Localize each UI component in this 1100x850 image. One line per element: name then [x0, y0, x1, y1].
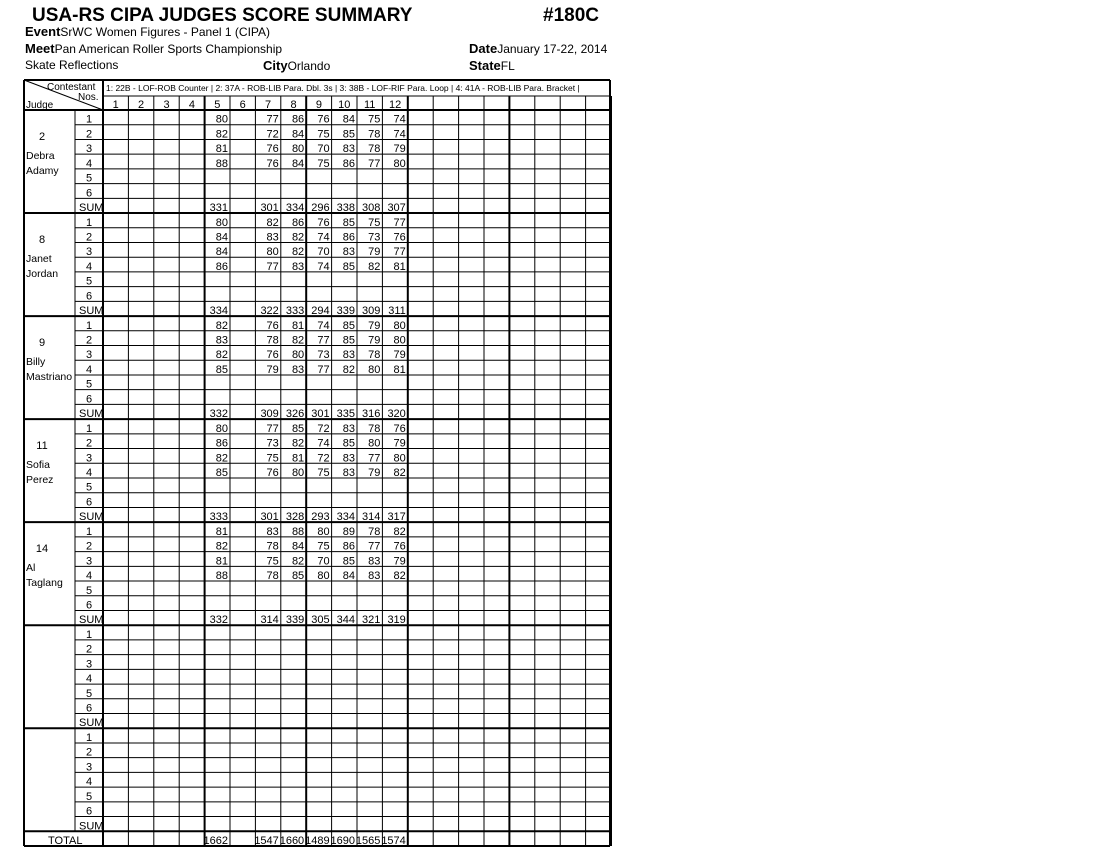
- judge-score: 74: [317, 260, 330, 273]
- row-number: 5: [85, 172, 93, 185]
- sum-score: 333: [209, 511, 228, 524]
- column-number: 6: [239, 99, 246, 111]
- judge-score: 76: [266, 319, 279, 332]
- judge-first-name: Billy: [26, 356, 46, 369]
- total-score: 1547: [254, 835, 279, 847]
- row-number: 2: [85, 643, 93, 656]
- judge-score: 86: [215, 437, 228, 450]
- sum-score: 314: [260, 614, 279, 627]
- judge-score: 76: [393, 231, 406, 244]
- total-score: 1565: [355, 835, 381, 847]
- judge-last-name: Adamy: [26, 165, 59, 177]
- sum-score: 326: [285, 408, 305, 421]
- judge-score: 76: [266, 467, 279, 479]
- sum-score: 311: [388, 305, 406, 318]
- judge-score: 80: [393, 334, 406, 347]
- judge-score: 86: [291, 113, 305, 126]
- judge-score: 79: [393, 349, 406, 362]
- row-number: 5: [85, 275, 93, 288]
- sum-score: 305: [311, 614, 330, 627]
- row-number: 4: [85, 673, 93, 686]
- judge-score: 84: [291, 128, 305, 141]
- judge-score: 83: [368, 555, 381, 568]
- judge-score: 78: [368, 422, 381, 435]
- judge-score: 73: [317, 349, 330, 362]
- row-number: 4: [85, 776, 93, 789]
- sum-score: 334: [285, 202, 305, 215]
- sum-score: 316: [362, 408, 381, 421]
- judge-score: 82: [215, 128, 228, 141]
- column-number: 3: [163, 99, 170, 111]
- judge-score: 70: [317, 143, 330, 156]
- judge-score: 77: [393, 246, 406, 259]
- judge-number: 14: [35, 543, 49, 556]
- row-number: 5: [85, 790, 93, 803]
- judge-score: 80: [317, 525, 330, 538]
- sum-score: 309: [260, 408, 279, 421]
- row-number: 4: [85, 157, 93, 170]
- judge-score: 77: [368, 540, 381, 553]
- row-number: 4: [85, 260, 93, 273]
- column-number: 7: [265, 99, 272, 111]
- column-number: 10: [338, 99, 351, 111]
- judge-score: 81: [393, 260, 406, 273]
- row-number: 3: [85, 143, 93, 156]
- judge-score: 74: [393, 128, 406, 141]
- row-number: 6: [85, 496, 93, 509]
- sum-score: 334: [209, 305, 228, 318]
- judge-score: 85: [215, 467, 228, 479]
- state-value: FL: [500, 59, 515, 73]
- judge-score: 80: [215, 422, 228, 435]
- judge-score: 80: [368, 363, 381, 376]
- judge-score: 76: [317, 113, 330, 126]
- judge-score: 80: [215, 216, 228, 229]
- sum-label: SUM: [79, 305, 104, 318]
- judge-score: 85: [291, 570, 305, 583]
- judge-score: 86: [342, 540, 355, 553]
- judge-first-name: Debra: [26, 150, 55, 162]
- row-number: 4: [85, 570, 93, 583]
- judge-score: 74: [317, 437, 330, 450]
- sum-label: SUM: [79, 511, 104, 524]
- judge-score: 78: [266, 570, 279, 583]
- column-number: 9: [315, 99, 322, 111]
- total-score: 1574: [381, 835, 406, 847]
- judge-score: 85: [291, 422, 305, 435]
- judge-score: 83: [342, 246, 355, 259]
- judge-score: 78: [266, 540, 279, 553]
- judge-score: 78: [368, 143, 381, 156]
- judge-score: 85: [342, 334, 355, 347]
- judge-score: 70: [317, 246, 330, 259]
- row-number: 5: [85, 481, 93, 494]
- judge-score: 76: [266, 349, 279, 362]
- judge-score: 82: [393, 467, 406, 479]
- judge-score: 76: [317, 216, 330, 229]
- judge-score: 86: [342, 231, 355, 244]
- city-value: Orlando: [287, 59, 331, 73]
- total-label: TOTAL: [48, 835, 83, 847]
- judge-score: 82: [215, 349, 228, 362]
- judge-score: 72: [266, 128, 279, 141]
- judge-first-name: Janet: [26, 253, 52, 266]
- judge-score: 83: [342, 452, 355, 465]
- judge-score: 81: [291, 452, 305, 465]
- judge-score: 75: [317, 467, 330, 479]
- judge-score: 82: [342, 363, 355, 376]
- judge-score: 77: [266, 422, 279, 435]
- row-number: 4: [85, 467, 93, 479]
- column-number: 4: [188, 99, 195, 111]
- judge-score: 79: [368, 334, 381, 347]
- judge-score: 84: [215, 231, 228, 244]
- row-number: 6: [85, 702, 93, 715]
- judge-score: 82: [393, 525, 406, 538]
- row-number: 5: [85, 687, 93, 700]
- judge-score: 85: [342, 128, 355, 141]
- judge-score: 88: [215, 157, 228, 170]
- judge-score: 79: [266, 363, 279, 376]
- row-number: 2: [85, 231, 93, 244]
- judge-score: 83: [342, 467, 355, 479]
- judge-score: 74: [317, 231, 330, 244]
- nos-label: Nos.: [78, 92, 99, 103]
- sum-score: 307: [387, 202, 406, 215]
- row-number: 3: [85, 658, 93, 671]
- judge-score: 80: [393, 452, 406, 465]
- judge-score: 82: [266, 216, 279, 229]
- judge-score: 83: [266, 525, 279, 538]
- judge-score: 80: [266, 246, 279, 259]
- sum-score: 301: [260, 202, 279, 215]
- sum-label: SUM: [79, 408, 104, 421]
- judge-score: 83: [266, 231, 279, 244]
- judge-score: 83: [342, 349, 355, 362]
- sum-score: 331: [209, 202, 228, 215]
- sum-score: 338: [336, 202, 355, 215]
- row-number: 3: [85, 452, 93, 465]
- judge-score: 84: [291, 157, 305, 170]
- judge-score: 76: [266, 157, 279, 170]
- row-number: 2: [85, 334, 93, 347]
- judge-score: 80: [291, 349, 305, 362]
- judge-score: 85: [342, 319, 355, 332]
- judge-last-name: Perez: [26, 474, 54, 487]
- column-number: 11: [363, 99, 376, 111]
- row-number: 5: [85, 378, 93, 391]
- judge-score: 84: [342, 113, 355, 126]
- judge-score: 79: [393, 437, 406, 450]
- total-score: 1690: [330, 835, 355, 847]
- sum-score: 321: [362, 614, 381, 627]
- judge-last-name: Jordan: [26, 268, 59, 281]
- sum-label: SUM: [79, 717, 104, 730]
- judge-score: 82: [368, 260, 381, 273]
- judge-score: 73: [368, 231, 381, 244]
- judge-score: 80: [317, 570, 330, 583]
- column-number: 8: [290, 99, 297, 111]
- sum-score: 294: [311, 305, 330, 318]
- judge-number: 9: [38, 337, 46, 350]
- judge-score: 81: [291, 319, 305, 332]
- judge-score: 75: [266, 555, 279, 568]
- judge-score: 88: [291, 525, 305, 538]
- sum-label: SUM: [79, 614, 104, 627]
- judge-number: 11: [36, 440, 48, 453]
- judge-score: 84: [342, 570, 355, 583]
- sum-score: 319: [387, 614, 406, 627]
- judge-score: 78: [368, 525, 381, 538]
- total-score: 1489: [305, 835, 330, 847]
- meet-label: Meet: [25, 41, 55, 56]
- judge-score: 84: [215, 246, 228, 259]
- judge-score: 76: [266, 143, 279, 156]
- judge-score: 82: [291, 246, 305, 259]
- column-number: 5: [214, 99, 221, 111]
- row-number: 3: [85, 349, 93, 362]
- judge-score: 80: [393, 157, 406, 170]
- judge-score: 75: [317, 540, 330, 553]
- judge-first-name: Sofia: [26, 459, 50, 472]
- judge-score: 80: [291, 467, 305, 479]
- judge-score: 74: [393, 113, 406, 126]
- sum-score: 332: [209, 408, 228, 421]
- judge-score: 86: [291, 216, 305, 229]
- sum-score: 296: [311, 202, 330, 215]
- judge-score: 77: [368, 157, 381, 170]
- judge-score: 86: [215, 260, 228, 273]
- column-number: 2: [138, 99, 145, 111]
- row-number: 3: [85, 246, 93, 259]
- judge-header-label: Judge: [26, 100, 54, 111]
- judge-score: 70: [317, 555, 330, 568]
- column-number: 12: [388, 99, 402, 111]
- judge-score: 85: [215, 363, 228, 376]
- judge-score: 73: [266, 437, 279, 450]
- judge-score: 78: [266, 334, 279, 347]
- judge-score: 83: [215, 334, 228, 347]
- sum-score: 322: [260, 305, 279, 318]
- judge-score: 74: [317, 319, 330, 332]
- judge-score: 81: [393, 363, 406, 376]
- sum-score: 317: [387, 511, 406, 524]
- judge-score: 83: [368, 570, 381, 583]
- judge-score: 77: [317, 334, 330, 347]
- judge-score: 88: [215, 570, 228, 583]
- row-number: 6: [85, 187, 93, 200]
- row-number: 1: [85, 216, 93, 229]
- sum-score: 314: [362, 511, 381, 524]
- judge-score: 77: [368, 452, 381, 465]
- judge-score: 80: [291, 143, 305, 156]
- sheet-number: #180C: [543, 5, 599, 26]
- judge-score: 79: [393, 555, 406, 568]
- judge-number: 8: [38, 234, 46, 247]
- sum-score: 309: [362, 305, 381, 318]
- judge-score: 72: [317, 422, 330, 435]
- contestant-label: Contestant: [47, 82, 96, 93]
- judge-score: 79: [393, 143, 406, 156]
- judge-score: 83: [291, 363, 305, 376]
- row-number: 6: [85, 599, 93, 612]
- row-number: 1: [85, 113, 93, 126]
- row-number: 2: [85, 746, 93, 759]
- row-number: 6: [85, 290, 93, 303]
- judge-score: 82: [291, 334, 305, 347]
- judge-score: 80: [393, 319, 406, 332]
- judge-score: 75: [368, 113, 381, 126]
- judge-score: 82: [291, 555, 305, 568]
- row-number: 1: [85, 731, 93, 744]
- sum-score: 339: [285, 614, 305, 627]
- state-label: State: [469, 58, 501, 73]
- judge-score: 86: [342, 157, 355, 170]
- judge-score: 81: [215, 525, 228, 538]
- judge-score: 76: [393, 540, 406, 553]
- judge-score: 82: [215, 452, 228, 465]
- sum-score: 293: [311, 511, 330, 524]
- judge-score: 80: [368, 437, 381, 450]
- judge-score: 76: [393, 422, 406, 435]
- judge-score: 77: [266, 260, 279, 273]
- event-value: SrWC Women Figures - Panel 1 (CIPA): [60, 25, 271, 39]
- judge-score: 81: [215, 143, 228, 156]
- sum-label: SUM: [79, 202, 104, 215]
- judge-score: 79: [368, 319, 381, 332]
- judge-score: 75: [317, 157, 330, 170]
- report-title: USA-RS CIPA JUDGES SCORE SUMMARY: [32, 5, 413, 26]
- total-score: 1662: [203, 835, 228, 847]
- judge-score: 78: [368, 349, 381, 362]
- judge-score: 77: [393, 216, 406, 229]
- column-number: 1: [112, 99, 119, 111]
- judge-score: 79: [368, 246, 381, 259]
- judge-last-name: Mastriano: [26, 371, 73, 384]
- row-number: 2: [85, 540, 93, 553]
- date-label: Date: [469, 41, 498, 56]
- judge-score: 82: [215, 319, 228, 332]
- judge-score: 79: [368, 467, 381, 479]
- row-number: 3: [85, 761, 93, 774]
- judge-score: 83: [342, 422, 355, 435]
- judge-score: 81: [215, 555, 228, 568]
- judge-score: 85: [342, 437, 355, 450]
- judge-score: 78: [368, 128, 381, 141]
- judge-score: 72: [317, 452, 330, 465]
- judge-score: 89: [342, 525, 355, 538]
- meet-value: Pan American Roller Sports Championship: [54, 42, 283, 56]
- judge-first-name: Al: [26, 562, 36, 575]
- row-number: 4: [85, 363, 93, 376]
- sum-score: 335: [336, 408, 355, 421]
- sum-score: 339: [336, 305, 355, 318]
- club-name: Skate Reflections: [25, 58, 119, 72]
- row-number: 1: [85, 525, 93, 538]
- judge-score: 82: [291, 437, 305, 450]
- sum-score: 328: [285, 511, 305, 524]
- row-number: 2: [85, 437, 93, 450]
- event-label: Event: [25, 24, 61, 39]
- judge-score: 83: [291, 260, 305, 273]
- row-number: 1: [85, 628, 93, 641]
- judge-score: 85: [342, 216, 355, 229]
- date-value: January 17-22, 2014: [497, 42, 608, 56]
- city-label: City: [263, 58, 288, 73]
- figures-legend: 1: 22B - LOF-ROB Counter | 2: 37A - ROB-LIB Para. Dbl. 3s | 3: 38B - LOF-RIF Para. Loop | 4: 41A - ROB-LIB Para. Bracket |: [106, 83, 580, 93]
- row-number: 6: [85, 393, 93, 406]
- judge-score: 83: [342, 143, 355, 156]
- sum-score: 301: [311, 408, 330, 421]
- row-number: 3: [85, 555, 93, 568]
- judge-score: 75: [266, 452, 279, 465]
- judge-score: 75: [317, 128, 330, 141]
- judge-score: 80: [215, 113, 228, 126]
- row-number: 1: [85, 319, 93, 332]
- judge-score: 82: [215, 540, 228, 553]
- sum-score: 332: [209, 614, 228, 627]
- judge-score: 77: [266, 113, 279, 126]
- row-number: 1: [85, 422, 93, 435]
- row-number: 2: [85, 128, 93, 141]
- judge-score: 85: [342, 555, 355, 568]
- judge-number: 2: [38, 131, 46, 143]
- total-score: 1660: [279, 835, 305, 847]
- sum-score: 344: [336, 614, 355, 627]
- judge-last-name: Taglang: [26, 577, 63, 590]
- sum-score: 333: [285, 305, 305, 318]
- row-number: 6: [85, 805, 93, 818]
- sum-score: 308: [362, 202, 381, 215]
- judge-score: 75: [368, 216, 381, 229]
- judge-score: 85: [342, 260, 355, 273]
- sum-score: 301: [260, 511, 279, 524]
- sum-label: SUM: [79, 820, 104, 833]
- judge-score: 82: [393, 570, 406, 583]
- judge-score: 84: [291, 540, 305, 553]
- row-number: 5: [85, 584, 93, 597]
- sum-score: 320: [387, 408, 406, 421]
- judge-score: 77: [317, 363, 330, 376]
- judge-score: 82: [291, 231, 305, 244]
- sum-score: 334: [336, 511, 355, 524]
